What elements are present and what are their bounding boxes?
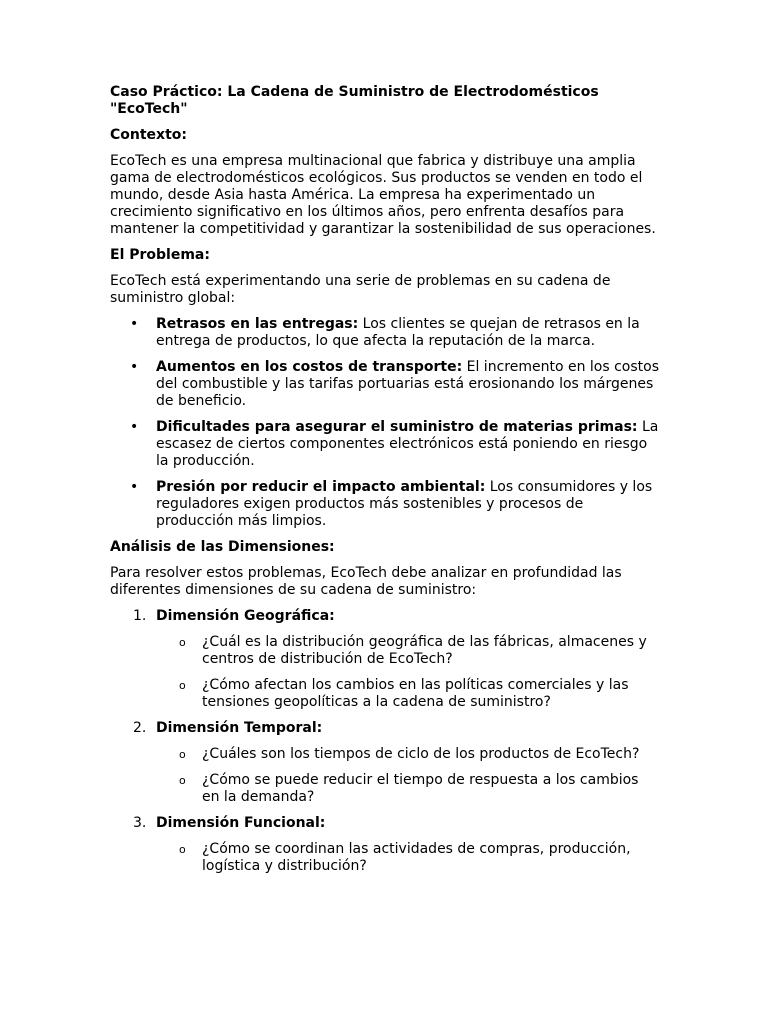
circle-bullet-icon: o (179, 636, 186, 649)
problem-label: Aumentos en los costos de transporte: (156, 359, 463, 375)
list-item (110, 815, 660, 875)
question-text: ¿Cómo afectan los cambios en las políticas comerciales y las tensiones geopolíticas a la cadena de suministro? (202, 677, 629, 710)
list-item (156, 634, 660, 668)
question-list (156, 746, 660, 806)
problem-label: Presión por reducir el impacto ambiental: (156, 479, 486, 495)
document-title: Caso Práctico: La Cadena de Suministro de Electrodomésticos "EcoTech" (110, 84, 599, 117)
list-item (156, 677, 660, 711)
question-text: ¿Cuál es la distribución geográfica de las fábricas, almacenes y centros de distribución de EcoTech? (202, 634, 647, 667)
problem-text: El incremento en los costos del combustible y las tarifas portuarias está erosionando los márgenes de beneficio. (156, 359, 659, 409)
problem-list (110, 316, 660, 530)
question-text: ¿Cuáles son los tiempos de ciclo de los productos de EcoTech? (202, 746, 640, 762)
list-item (110, 419, 660, 470)
bullet-icon: • (130, 419, 139, 435)
bullet-icon: • (130, 316, 139, 332)
list-item (110, 359, 660, 410)
bullet-icon: • (130, 479, 139, 495)
problem-label: Dificultades para asegurar el suministro de materias primas: (156, 419, 638, 435)
list-item (156, 841, 660, 875)
list-number: 3. (133, 815, 147, 831)
list-item (110, 479, 660, 530)
problem-text: Los clientes se quejan de retrasos en la entrega de productos, lo que afecta la reputación de la marca. (156, 316, 640, 349)
dimension-title: Dimensión Funcional: (156, 815, 326, 831)
circle-bullet-icon: o (179, 843, 186, 856)
analysis-heading: Análisis de las Dimensiones: (110, 539, 335, 555)
document-page (110, 84, 660, 884)
question-text: ¿Cómo se puede reducir el tiempo de respuesta a los cambios en la demanda? (202, 772, 639, 805)
bullet-icon: • (130, 359, 139, 375)
question-text: ¿Cómo se coordinan las actividades de compras, producción, logística y distribución? (202, 841, 631, 874)
problem-heading: El Problema: (110, 247, 210, 263)
dimension-title: Dimensión Geográfica: (156, 608, 335, 624)
circle-bullet-icon: o (179, 774, 186, 787)
problem-text: La escasez de ciertos componentes electrónicos está poniendo en riesgo la producción. (156, 419, 659, 469)
list-item (156, 772, 660, 806)
question-list (156, 634, 660, 711)
analysis-intro-paragraph: Para resolver estos problemas, EcoTech debe analizar en profundidad las diferentes dimensiones de su cadena de suministro: (110, 565, 622, 598)
problem-intro-paragraph: EcoTech está experimentando una serie de problemas en su cadena de suministro global: (110, 273, 611, 306)
list-item (110, 608, 660, 711)
list-item (156, 746, 660, 763)
question-list (156, 841, 660, 875)
dimension-title: Dimensión Temporal: (156, 720, 323, 736)
problem-label: Retrasos en las entregas: (156, 316, 359, 332)
list-number: 2. (133, 720, 147, 736)
circle-bullet-icon: o (179, 748, 186, 761)
list-item (110, 720, 660, 806)
list-number: 1. (133, 608, 147, 624)
dimension-list (110, 608, 660, 875)
problem-text: Los consumidores y los reguladores exigen productos más sostenibles y procesos de producción más limpios. (156, 479, 653, 529)
context-heading: Contexto: (110, 127, 187, 143)
context-paragraph: EcoTech es una empresa multinacional que fabrica y distribuye una amplia gama de electrodomésticos ecológicos. Sus productos se venden en todo el mundo, desde Asia hasta América. La empresa ha experimentado un crecimiento significativo en los últimos años, pero enfrenta desafíos para mantener la competitividad y garantizar la sostenibilidad de sus operaciones. (110, 153, 656, 237)
list-item (110, 316, 660, 350)
circle-bullet-icon: o (179, 679, 186, 692)
